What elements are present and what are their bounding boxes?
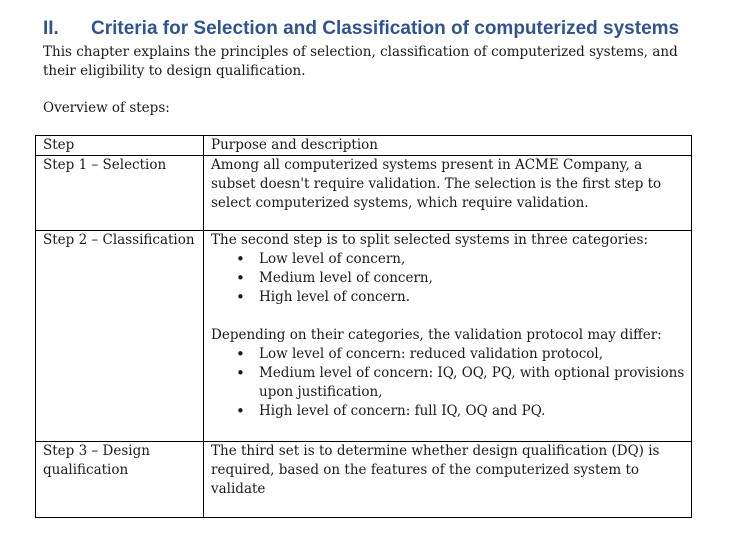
section-title: Criteria for Selection and Classification of computerized systems xyxy=(91,18,680,39)
list-item: • Medium level of concern, xyxy=(259,269,685,288)
table-row xyxy=(36,156,692,231)
protocol-list xyxy=(211,345,685,421)
step2-description xyxy=(204,231,692,442)
list-item: • High level of concern. xyxy=(259,288,685,307)
table-row xyxy=(36,231,692,442)
table-header-row xyxy=(36,136,692,156)
overview-label: Overview of steps: xyxy=(43,100,170,116)
step2-intro: The second step is to split selected systems in three categories: xyxy=(211,232,649,248)
step1-description: Among all computerized systems present in ACME Company, a subset doesn't require validation. The selection is the first step to select computerized systems, which require validation. xyxy=(204,156,692,231)
steps-table xyxy=(35,135,692,518)
list-item: • Low level of concern: reduced validation protocol, xyxy=(259,345,685,364)
table-row xyxy=(36,442,692,518)
category-list xyxy=(211,250,685,307)
section-number: II. xyxy=(43,18,59,39)
step3-label: Step 3 – Design qualification xyxy=(36,442,204,518)
section-heading xyxy=(43,18,679,40)
step3-description: The third set is to determine whether design qualification (DQ) is required, based on the features of the computerized system to validate xyxy=(204,442,692,518)
header-purpose: Purpose and description xyxy=(204,136,692,156)
step1-label: Step 1 – Selection xyxy=(36,156,204,231)
intro-paragraph: This chapter explains the principles of selection, classification of computerized systems, and their eligibility to design qualification. xyxy=(43,44,678,79)
step2-label: Step 2 – Classification xyxy=(36,231,204,442)
list-item: • High level of concern: full IQ, OQ and PQ. xyxy=(259,402,685,421)
protocol-intro: Depending on their categories, the validation protocol may differ: xyxy=(211,327,662,343)
header-step: Step xyxy=(36,136,204,156)
list-item: • Low level of concern, xyxy=(259,250,685,269)
list-item: • Medium level of concern: IQ, OQ, PQ, with optional provisions upon justification, xyxy=(259,364,685,402)
